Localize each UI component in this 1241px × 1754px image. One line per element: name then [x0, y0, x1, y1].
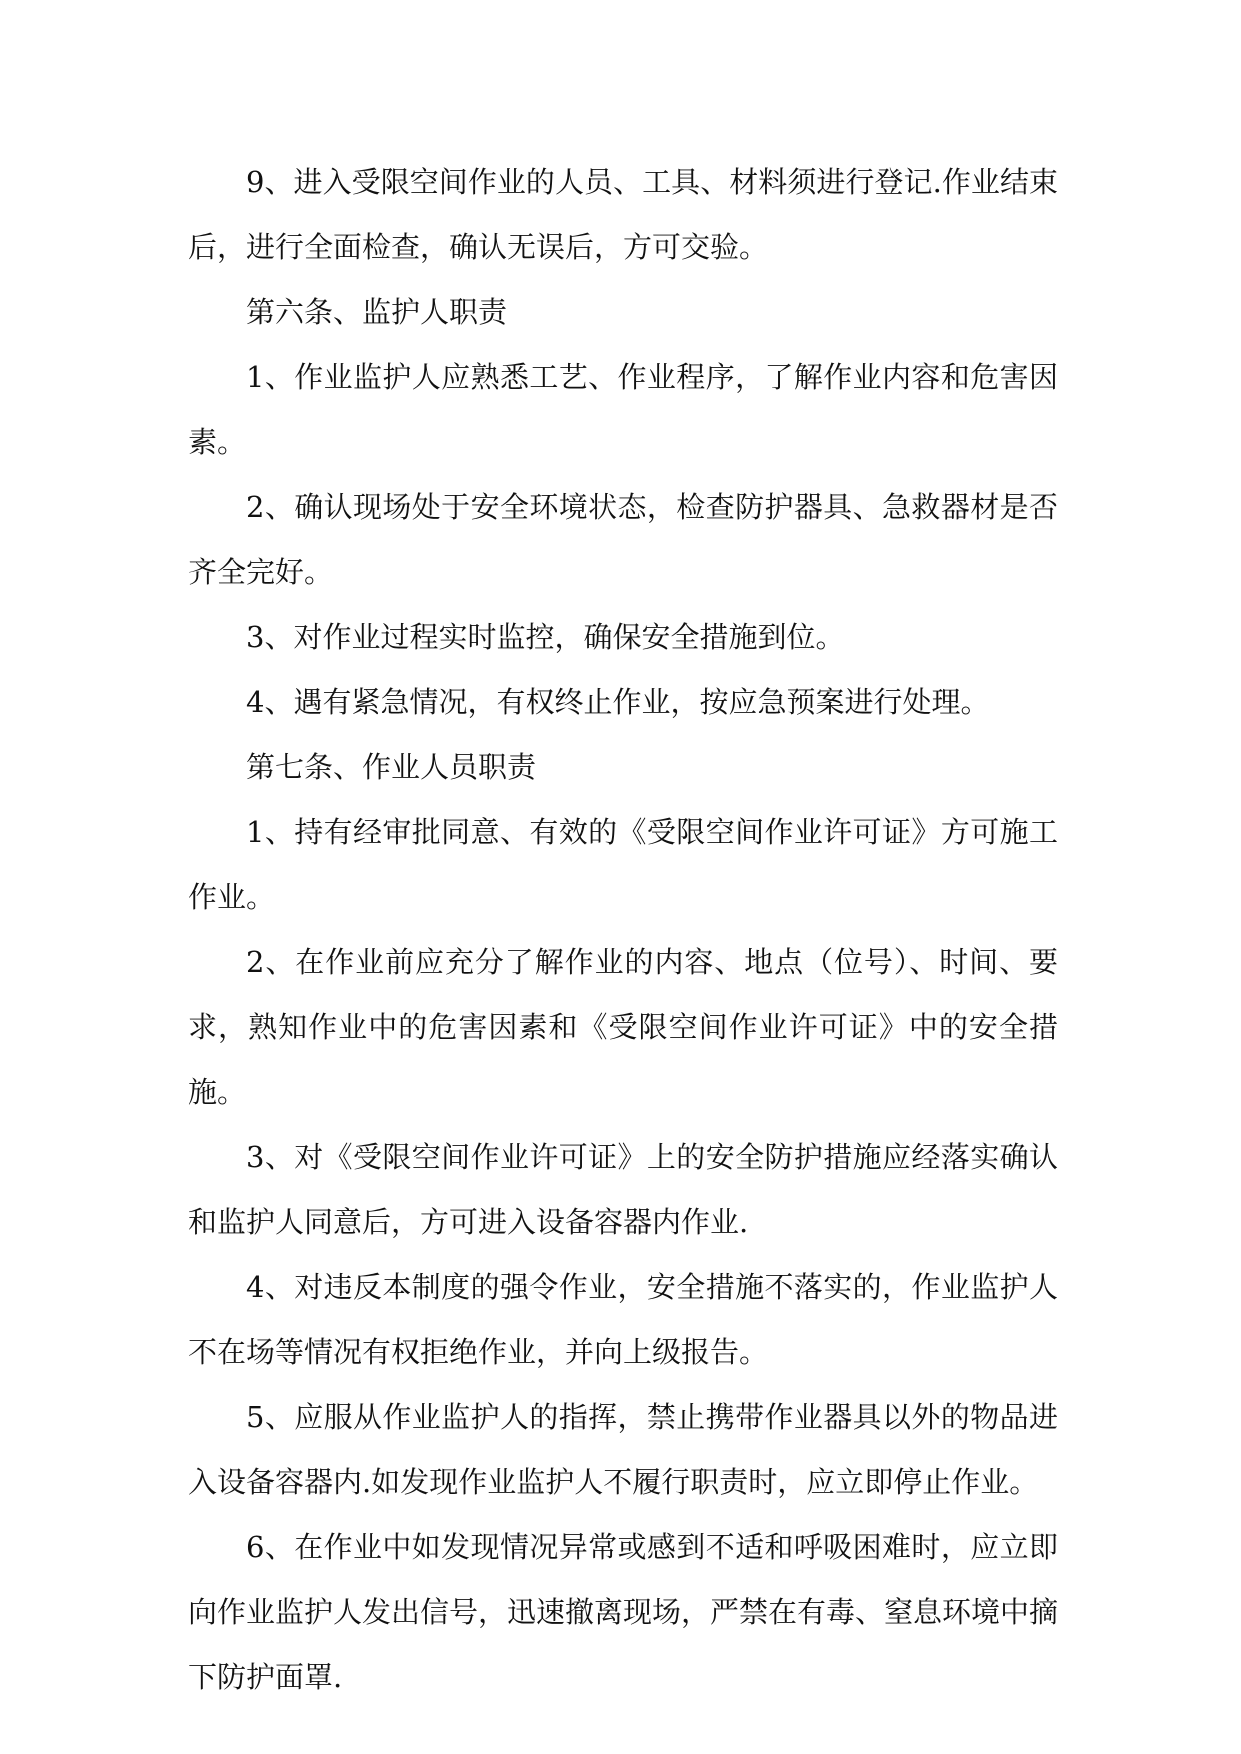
- paragraph-worker-5: 5、应服从作业监护人的指挥，禁止携带作业器具以外的物品进入设备容器内.如发现作业监护人不履行职责时，应立即停止作业。: [188, 1400, 1058, 1499]
- paragraph-guardian-2: 2、确认现场处于安全环境状态，检查防护器具、急救器材是否齐全完好。: [188, 490, 1058, 589]
- paragraph-worker-6: 6、在作业中如发现情况异常或感到不适和呼吸困难时，应立即向作业监护人发出信号，迅速撤离现场，严禁在有毒、窒息环境中摘下防护面罩.: [188, 1530, 1059, 1694]
- document-body: [188, 150, 1058, 1710]
- paragraph-guardian-1: 1、作业监护人应熟悉工艺、作业程序，了解作业内容和危害因素。: [188, 360, 1058, 459]
- paragraph-worker-2: 2、在作业前应充分了解作业的内容、地点（位号）、时间、要求，熟知作业中的危害因素和《受限空间作业许可证》中的安全措施。: [188, 945, 1058, 1109]
- section-heading-article-7: 第七条、作业人员职责: [246, 750, 537, 784]
- paragraph-item-9-registration: 9、进入受限空间作业的人员、工具、材料须进行登记.作业结束后，进行全面检查，确认无误后，方可交验。: [188, 165, 1058, 264]
- paragraph-worker-1: 1、持有经审批同意、有效的《受限空间作业许可证》方可施工作业。: [188, 815, 1058, 914]
- paragraph-worker-3: 3、对《受限空间作业许可证》上的安全防护措施应经落实确认和监护人同意后，方可进入设备容器内作业.: [188, 1140, 1058, 1239]
- section-heading-article-6: 第六条、监护人职责: [246, 295, 508, 329]
- paragraph-guardian-3: 3、对作业过程实时监控，确保安全措施到位。: [246, 620, 845, 654]
- paragraph-guardian-4: 4、遇有紧急情况，有权终止作业，按应急预案进行处理。: [246, 685, 990, 719]
- paragraph-worker-4: 4、对违反本制度的强令作业，安全措施不落实的，作业监护人不在场等情况有权拒绝作业，并向上级报告。: [188, 1270, 1058, 1369]
